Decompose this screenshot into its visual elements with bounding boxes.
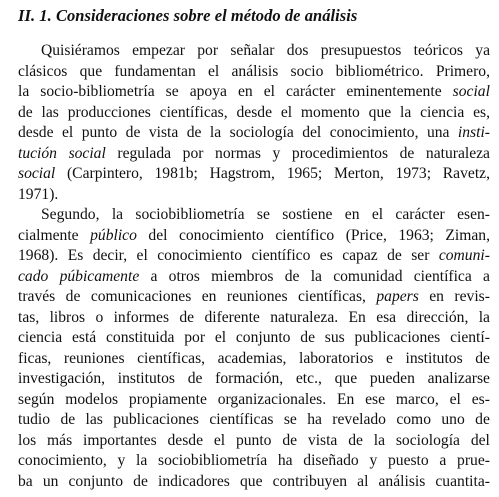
text-line: investigación, institutos de formación, etc., que pueden analizarse [18,370,490,387]
text-line: cado púbicamente a otros miembros de la comunidad científica a [18,267,490,285]
text-line: según modelos propiamente organizacionales. En ese marco, el es- [18,390,490,408]
text-line: de las producciones científicas, desde el momento que la ciencia es, [18,103,490,121]
section-heading: II. 1. Consideraciones sobre el método de análisis [18,6,358,25]
text-line: cialmente público del conocimiento científico (Price, 1963; Ziman, [18,226,490,244]
text-line: tución social regulada por normas y procedimientos de naturaleza [18,144,490,162]
text-line: 1971). [18,185,59,203]
text-line: tas, libros o informes de diferente naturaleza. En esa dirección, la [18,308,490,326]
text-line: ciencia está constituida por el conjunto de sus publicaciones cientí- [18,329,490,346]
text-line: través de comunicaciones en reuniones científicas, papers en revis- [18,288,490,305]
text-line: la socio-bibliometría se apoya en el carácter eminentemente social [18,83,490,100]
text-line: desde el punto de vista de la sociología del conocimiento, una insti- [18,124,490,141]
text-line: los más importantes desde el punto de vista de la sociología del [18,431,490,449]
text-line: conocimiento, y la sociobibliometría ha diseñado y puesto a prue- [18,452,490,469]
text-line: Quisiéramos empezar por señalar dos presupuestos teóricos ya [41,42,490,59]
text-line: clásicos que fundamentan el análisis socio bibliométrico. Primero, [18,62,490,80]
text-line: Segundo, la sociobibliometría se sostiene en el carácter esen- [41,206,490,223]
text-line: social (Carpintero, 1981b; Hagstrom, 1965; Merton, 1973; Ravetz, [18,165,490,182]
text-line: ficas, reuniones científicas, academias, laboratorios e institutos de [18,349,490,367]
text-line: ba un conjunto de indicadores que contribuyen al análisis cuantita- [18,472,490,490]
text-line: 1968). Es decir, el conocimiento científico es capaz de ser comuni- [18,247,490,264]
text-line: tudio de las publicaciones científicas se ha revelado como uno de [18,411,490,428]
